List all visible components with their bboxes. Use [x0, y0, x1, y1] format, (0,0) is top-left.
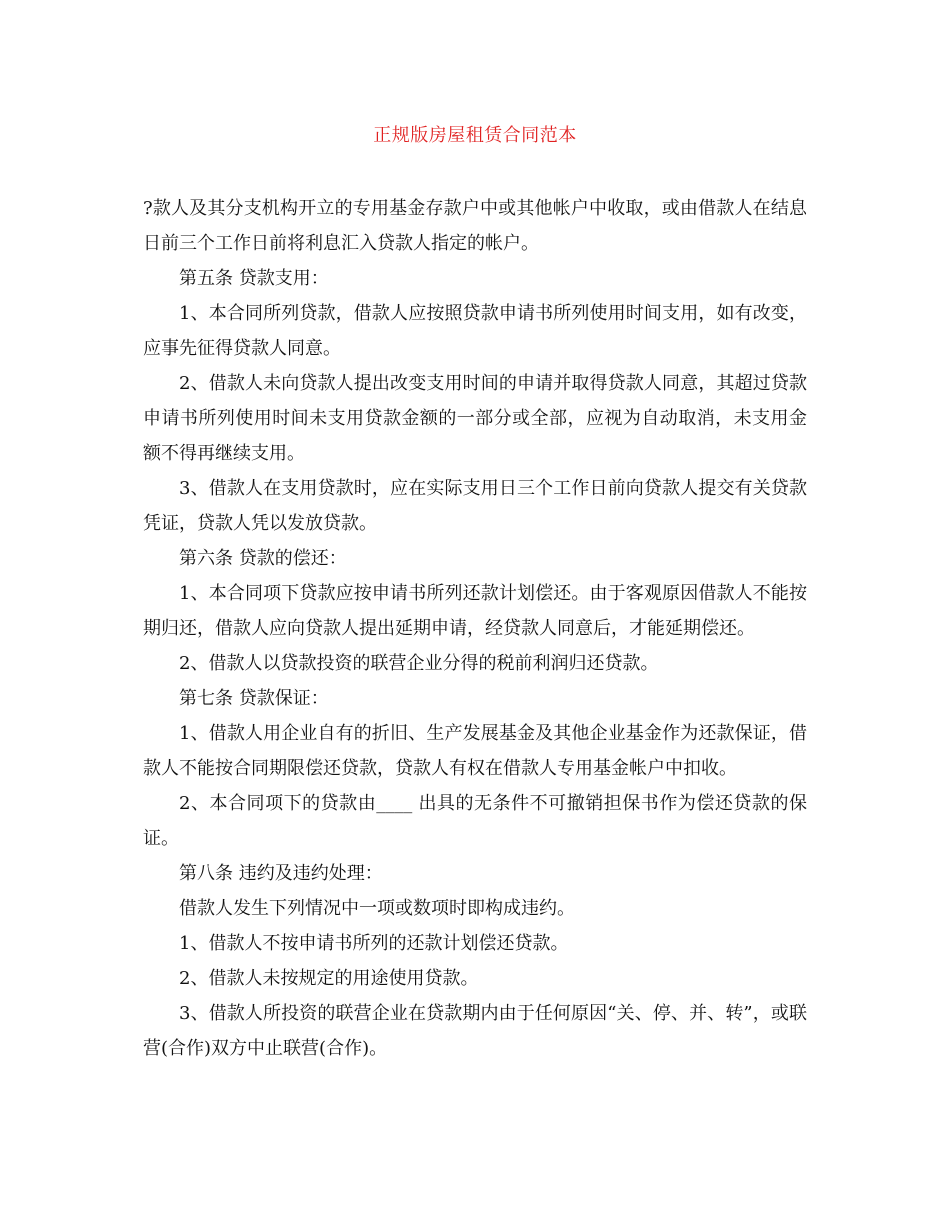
article-5-clause-3: 3、借款人在支用贷款时，应在实际支用日三个工作日前向贷款人提交有关贷款凭证，贷款人凭以发放贷款。	[143, 478, 807, 534]
article-8-intro: 借款人发生下列情况中一项或数项时即构成违约。	[179, 898, 575, 919]
article-8-clause-1: 1、借款人不按申请书所列的还款计划偿还贷款。	[179, 933, 569, 954]
article-8-clause-3: 3、借款人所投资的联营企业在贷款期内由于任何原因“关、停、并、转”，或联营(合作)双方中止联营(合作)。	[143, 1003, 807, 1059]
article-8-clause-2: 2、借款人未按规定的用途使用贷款。	[179, 968, 479, 989]
article-6-clause-1: 1、本合同项下贷款应按申请书所列还款计划偿还。由于客观原因借款人不能按期归还，借款人应向贷款人提出延期申请，经贷款人同意后，才能延期偿还。	[143, 583, 807, 639]
article-7-clause-1: 1、借款人用企业自有的折旧、生产发展基金及其他企业基金作为还款保证，借款人不能按合同期限偿还贷款，贷款人有权在借款人专用基金帐户中扣收。	[143, 723, 807, 779]
document-body	[143, 191, 807, 1066]
article-6-heading: 第六条 贷款的偿还：	[179, 548, 347, 569]
article-8-heading: 第八条 违约及违约处理：	[179, 863, 383, 884]
article-7-heading: 第七条 贷款保证：	[179, 688, 329, 709]
article-6-clause-2: 2、借款人以贷款投资的联营企业分得的税前利润归还贷款。	[179, 653, 659, 674]
article-7-clause-2: 2、本合同项下的贷款由____ 出具的无条件不可撤销担保书作为偿还贷款的保证。	[143, 793, 807, 849]
document-title: 正规版房屋租赁合同范本	[373, 125, 577, 146]
article-5-heading: 第五条 贷款支用：	[179, 268, 329, 289]
article-5-clause-1: 1、本合同所列贷款，借款人应按照贷款申请书所列使用时间支用，如有改变，应事先征得贷款人同意。	[143, 303, 807, 359]
article-5-clause-2: 2、借款人未向贷款人提出改变支用时间的申请并取得贷款人同意，其超过贷款申请书所列使用时间未支用贷款金额的一部分或全部，应视为自动取消，未支用金额不得再继续支用。	[143, 373, 807, 464]
paragraph-continuation: ?款人及其分支机构开立的专用基金存款户中或其他帐户中收取，或由借款人在结息日前三个工作日前将利息汇入贷款人指定的帐户。	[143, 198, 807, 254]
